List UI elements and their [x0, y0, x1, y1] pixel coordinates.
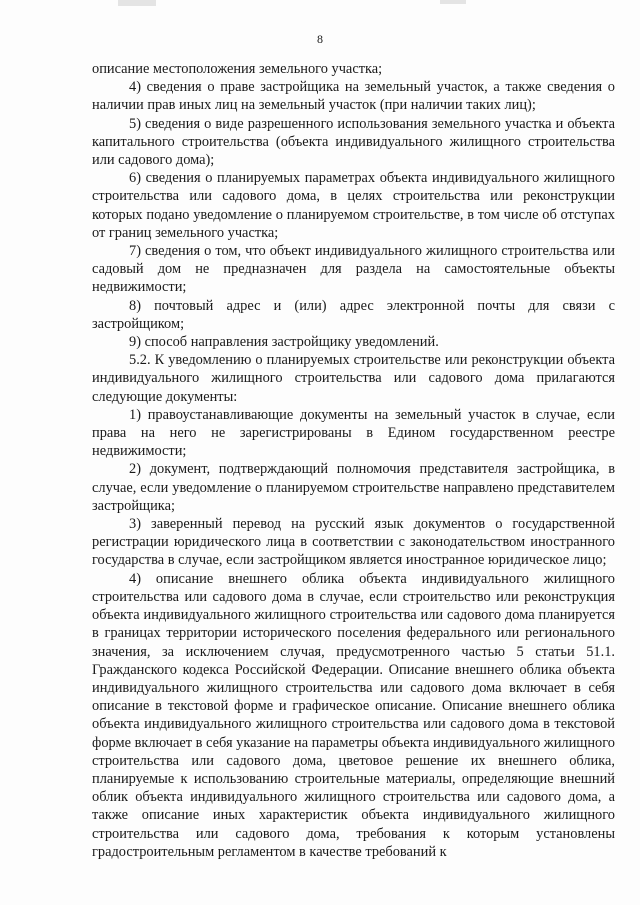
paragraph: 2) документ, подтверждающий полномочия представителя застройщика, в случае, если уведомление о планируемом строительстве направлено представителем застройщика; [92, 461, 615, 514]
paragraph: 6) сведения о планируемых параметрах объекта индивидуального жилищного строительства или садового дома, в целях строительства или реконструкции которых подано уведомление о планируемом строительстве, в том числе об отступах от границ земельного участка; [92, 170, 615, 241]
paragraph: 5) сведения о виде разрешенного использования земельного участка и объекта капитального строительства (объекта индивидуального жилищного строительства или садового дома); [92, 115, 615, 169]
paragraph: 5.2. К уведомлению о планируемых строительстве или реконструкции объекта индивидуального жилищного строительства или садового дома прилагаются следующие документы: [92, 352, 615, 405]
paragraph: 9) способ направления застройщику уведомлений. [129, 334, 439, 351]
scan-artifact [118, 0, 156, 6]
paragraph: 1) правоустанавливающие документы на земельный участок в случае, если права на него не зарегистрированы в Едином государственном реестре недвижимости; [92, 406, 615, 460]
paragraph: 4) сведения о праве застройщика на земельный участок, а также сведения о наличии прав иных лиц на земельный участок (при наличии таких лиц); [92, 79, 615, 114]
paragraph: описание местоположения земельного участка; [92, 61, 383, 77]
page-number: 8 [317, 32, 323, 46]
paragraph: 8) почтовый адрес и (или) адрес электронной почты для связи с застройщиком; [92, 297, 615, 332]
paragraph: 4) описание внешнего облика объекта индивидуального жилищного строительства или садового дома в случае, если строительство или реконструкция объекта индивидуального жилищного строительства или садового дома планируется в границах территории исторического поселения федерального или регионального значения, за исключением случая, предусмотренного частью 5 статьи 51.1. Гражданского кодекса Российской Федерации. Описание внешнего облика объекта индивидуального жилищного строительства или садового дома включает в себя описание в текстовой форме и графическое описание. Описание внешнего облика объекта индивидуального жилищного строительства или садового дома в текстовой форме включает в себя указание на параметры объекта индивидуального жилищного строительства или садового дома, цветовое решение их внешнего облика, планируемые к использованию строительные материалы, определяющие внешний облик объекта индивидуального жилищного строительства или садового дома, а также описание иных характеристик объекта индивидуального жилищного строительства или садового дома, требования к которым установлены градостроительным регламентом в качестве требований к [92, 570, 615, 860]
paragraph: 3) заверенный перевод на русский язык документов о государственной регистрации юридического лица в соответствии с законодательством иностранного государства в случае, если застройщиком является иностранное юридическое лицо; [92, 516, 615, 569]
paragraph: 7) сведения о том, что объект индивидуального жилищного строительства или садовый дом не предназначен для раздела на самостоятельные объекты недвижимости; [92, 243, 615, 296]
document-body [92, 60, 615, 861]
scan-artifact [440, 0, 466, 4]
